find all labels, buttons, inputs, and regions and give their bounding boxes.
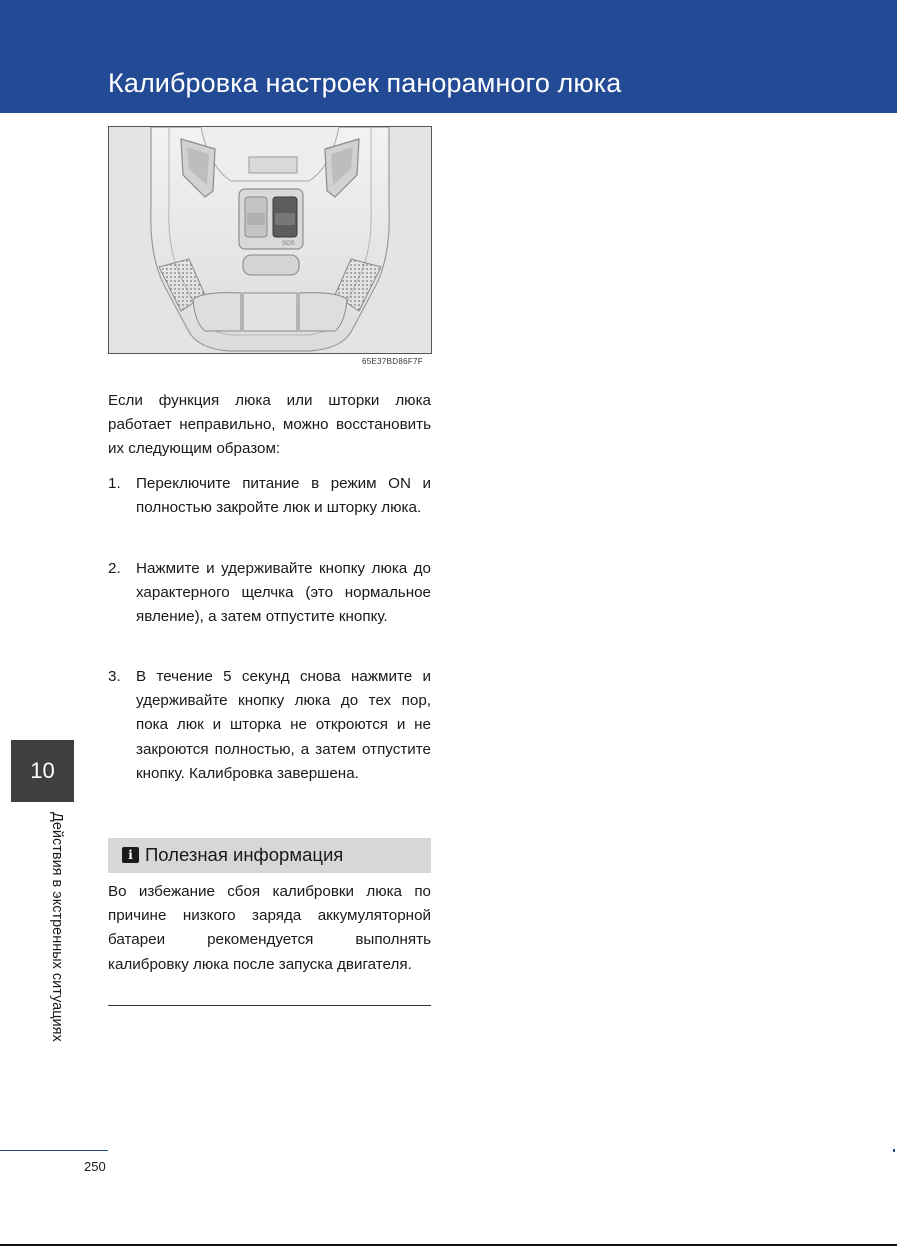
note-text: Во избежание сбоя калибровки люка по причине низкого заряда аккумуляторной батареи рекомендуется выполнять калибровку люка после запуска двигателя. <box>108 883 431 973</box>
note-divider <box>108 1005 431 1006</box>
step-1 <box>108 472 431 520</box>
sunroof-console-illustration <box>108 126 432 354</box>
step-text: В течение 5 секунд снова нажмите и удерживайте кнопку люка до тех пор, пока люк и шторка не откроются и не закроются полностью, а затем отпустите кнопку. Калибровка завершена. <box>136 668 431 782</box>
page-number: 250 <box>84 1159 106 1174</box>
step-text: Нажмите и удерживайте кнопку люка до характерного щелчка (это нормальное явление), а затем отпустите кнопку. <box>136 560 431 626</box>
step-number: 3. <box>108 668 121 685</box>
step-text: Переключите питание в режим ON и полностью закройте люк и шторку люка. <box>136 475 431 517</box>
figure-code: 65E37BD86F7F <box>362 357 423 366</box>
chapter-tab: 10 <box>11 740 74 802</box>
step-number: 1. <box>108 475 121 492</box>
chapter-label: Действия в экстренных ситуациях <box>49 812 65 1042</box>
svg-text:SOS: SOS <box>282 241 295 247</box>
page-header <box>0 0 897 113</box>
step-3 <box>108 665 431 786</box>
step-number: 2. <box>108 560 121 577</box>
footer-marker <box>893 1149 895 1152</box>
info-icon: i <box>122 847 139 863</box>
note-header <box>108 838 431 873</box>
page-bottom-border <box>0 1244 897 1246</box>
intro-paragraph: Если функция люка или шторки люка работает неправильно, можно восстановить их следующим образом: <box>108 392 431 458</box>
note-title: Полезная информация <box>145 844 344 865</box>
footer-divider <box>0 1150 108 1151</box>
page-title: Калибровка настроек панорамного люка <box>108 68 622 98</box>
step-2 <box>108 557 431 630</box>
